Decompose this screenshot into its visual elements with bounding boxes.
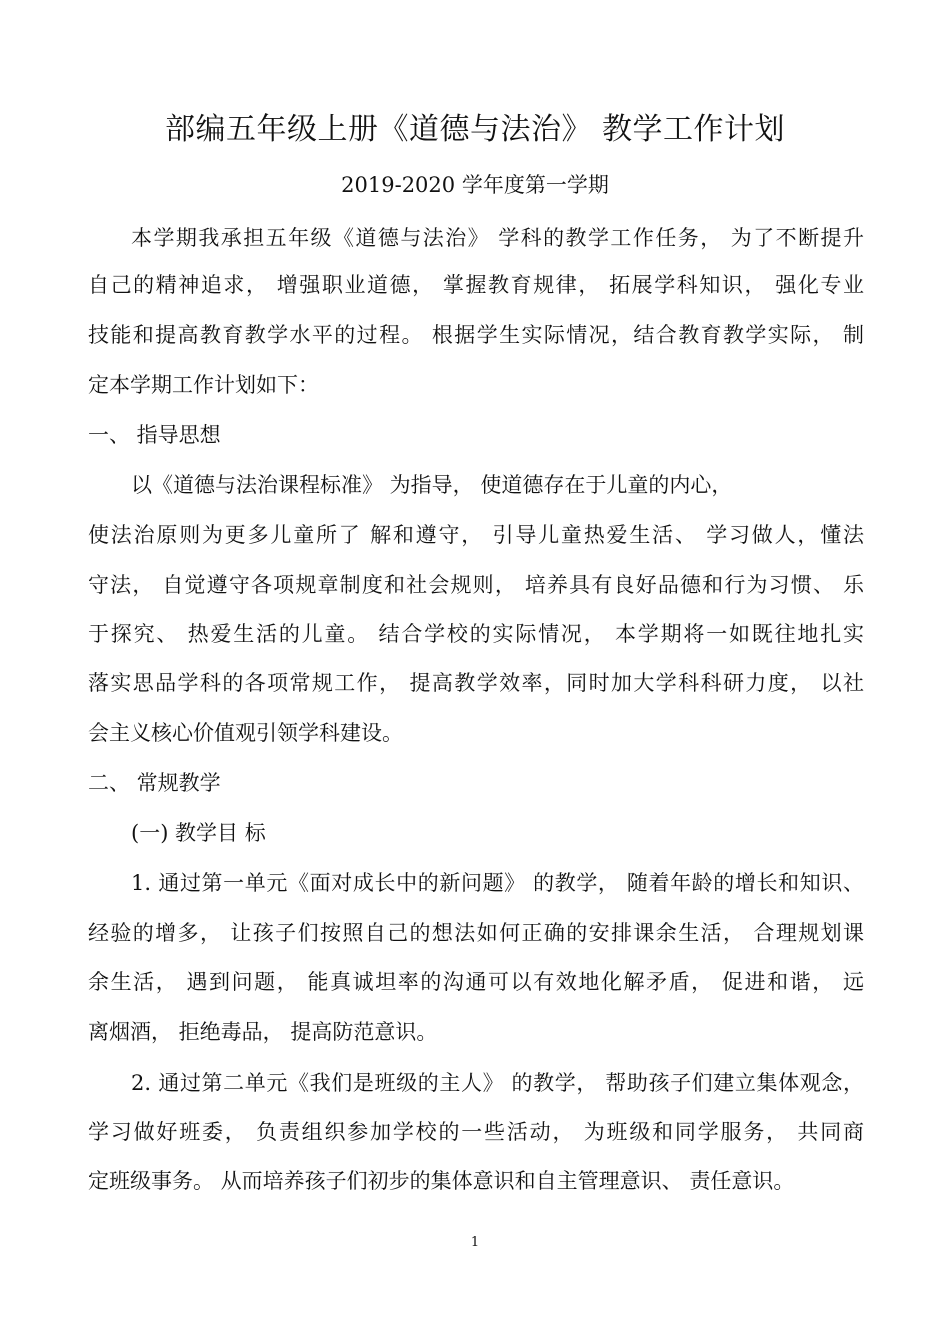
- paragraph-line: 会主义核心价值观引领学科建设。: [88, 721, 403, 745]
- intro-line: 本学期我承担五年级《道德与法治》 学科的教学工作任务， 为了不断提升: [131, 226, 864, 250]
- list-item-line: 2. 通过第二单元《我们是班级的主人》 的教学， 帮助孩子们建立集体观念，: [131, 1071, 864, 1095]
- section-heading: 一、 指导思想: [88, 423, 221, 447]
- paragraph-line: 守法， 自觉遵守各项规章制度和社会规则， 培养具有良好品德和行为习惯、 乐: [88, 573, 864, 597]
- list-item-line: 余生活， 遇到问题， 能真诚坦率的沟通可以有效地化解矛盾， 促进和谐， 远: [88, 970, 864, 994]
- paragraph-line: 于探究、 热爱生活的儿童。 结合学校的实际情况， 本学期将一如既往地扎实: [88, 622, 864, 646]
- document-title: 部编五年级上册《道德与法治》 教学工作计划: [164, 112, 786, 147]
- paragraph-line: 落实思品学科的各项常规工作， 提高教学效率，同时加大学科科研力度， 以社: [88, 671, 864, 695]
- list-item-line: 学习做好班委， 负责组织参加学校的一些活动， 为班级和同学服务， 共同商: [88, 1120, 864, 1144]
- list-item-line: 定班级事务。 从而培养孩子们初步的集体意识和自主管理意识、 责任意识。: [88, 1169, 795, 1193]
- list-item-line: 1. 通过第一单元《面对成长中的新问题》 的教学， 随着年龄的增长和知识、: [131, 871, 864, 895]
- page-number: 1: [470, 1235, 480, 1250]
- section-heading: 二、 常规教学: [88, 771, 221, 795]
- document-subtitle: 2019-2020 学年度第一学期: [341, 173, 609, 197]
- intro-line: 定本学期工作计划如下：: [88, 373, 319, 397]
- list-item-line: 离烟酒， 拒绝毒品， 提高防范意识。: [88, 1020, 438, 1044]
- subsection-heading: (一) 教学目 标: [131, 821, 266, 845]
- paragraph-line: 以《道德与法治课程标准》 为指导， 使道德存在于儿童的内心，: [131, 473, 733, 497]
- paragraph-line: 使法治原则为更多儿童所了 解和遵守， 引导儿童热爱生活、 学习做人，懂法: [88, 523, 864, 547]
- list-item-line: 经验的增多， 让孩子们按照自己的想法如何正确的安排课余生活， 合理规划课: [88, 921, 864, 945]
- intro-line: 技能和提高教育教学水平的过程。 根据学生实际情况，结合教育教学实际， 制: [88, 323, 864, 347]
- intro-line: 自己的精神追求， 增强职业道德， 掌握教育规律， 拓展学科知识， 强化专业: [88, 273, 864, 297]
